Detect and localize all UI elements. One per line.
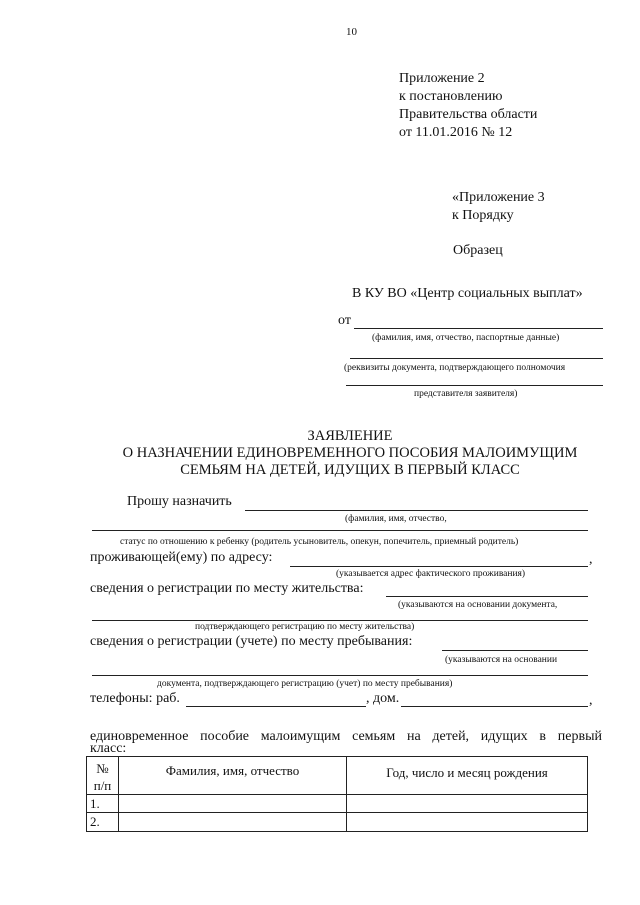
row-birth-cell[interactable] — [347, 813, 588, 832]
row-num: 1. — [87, 795, 119, 813]
row-num: 2. — [87, 813, 119, 832]
appendix3-line: к Порядку — [452, 208, 514, 223]
doc-authority-line[interactable] — [346, 385, 603, 386]
reg-stay-line[interactable] — [442, 650, 588, 651]
row-birth-cell[interactable] — [347, 795, 588, 813]
hint-stay-basis: (указываются на основании — [445, 655, 558, 665]
benefit-text-line1: единовременное пособие малоимущим семьям на детей, идущих в первый — [90, 729, 602, 744]
comma: , — [589, 552, 593, 567]
benefit-text-line2: класс: — [90, 741, 127, 756]
home-phone-line[interactable] — [401, 706, 588, 707]
appendix-header — [399, 70, 537, 142]
from-label: от — [338, 313, 351, 328]
reg-stay-label: сведения о регистрации (учете) по месту пребывания: — [90, 634, 413, 649]
hint-representative: представителя заявителя) — [414, 389, 518, 399]
applicant-name-line[interactable] — [245, 510, 588, 511]
phones-label: телефоны: раб. — [90, 691, 180, 706]
work-phone-line[interactable] — [186, 706, 366, 707]
appendix-line: к постановлению — [399, 89, 503, 104]
hint-stay-basis-2: документа, подтверждающего регистрацию (учет) по месту пребывания) — [157, 679, 453, 689]
hint-reg-basis: (указываются на основании документа, — [398, 600, 558, 610]
table-header-row — [87, 757, 588, 795]
sample-label: Образец — [453, 243, 503, 258]
statement-title: ЗАЯВЛЕНИЕ — [307, 428, 393, 444]
page-number: 10 — [346, 26, 357, 38]
reg-residence-line-2[interactable] — [92, 620, 588, 621]
comma: , — [589, 693, 593, 708]
appendix-line: Приложение 2 — [399, 71, 485, 86]
header-num-1: № — [96, 761, 109, 776]
hint-reg-basis-2: подтверждающего регистрацию по месту жительства) — [195, 622, 415, 632]
applicant-extra-line[interactable] — [92, 530, 588, 531]
children-table — [86, 756, 588, 832]
from-extra-line[interactable] — [350, 358, 603, 359]
appendix-line: от 11.01.2016 № 12 — [399, 125, 513, 140]
row-name-cell[interactable] — [119, 813, 347, 832]
statement-subtitle-2: СЕМЬЯМ НА ДЕТЕЙ, ИДУЩИХ В ПЕРВЫЙ КЛАСС — [180, 462, 520, 478]
header-name: Фамилия, имя, отчество — [119, 757, 347, 795]
appendix-line: Правительства области — [399, 107, 538, 122]
reg-residence-line[interactable] — [386, 596, 588, 597]
hint-actual-address: (указывается адрес фактического проживания) — [336, 569, 526, 579]
appendix3-line: «Приложение 3 — [452, 190, 545, 205]
table-row — [87, 813, 588, 832]
request-label: Прошу назначить — [127, 494, 232, 509]
appendix-3-header — [452, 189, 545, 225]
hint-from-name: (фамилия, имя, отчество, паспортные данные) — [372, 333, 560, 343]
home-phone-label: , дом. — [366, 691, 400, 706]
table-row — [87, 795, 588, 813]
reg-stay-line-2[interactable] — [92, 675, 588, 676]
hint-fio: (фамилия, имя, отчество, — [345, 514, 447, 524]
hint-doc-authority: (реквизиты документа, подтверждающего полномочия — [344, 363, 566, 373]
addressee: В КУ ВО «Центр социальных выплат» — [352, 286, 583, 301]
living-address-label: проживающей(ему) по адресу: — [90, 550, 273, 565]
reg-residence-label: сведения о регистрации по месту жительства: — [90, 581, 364, 596]
row-name-cell[interactable] — [119, 795, 347, 813]
header-num — [87, 757, 119, 795]
header-num-2: п/п — [93, 778, 112, 793]
from-name-line[interactable] — [354, 328, 603, 329]
statement-subtitle-1: О НАЗНАЧЕНИИ ЕДИНОВРЕМЕННОГО ПОСОБИЯ МАЛОИМУЩИМ — [122, 445, 578, 461]
header-birth: Год, число и месяц рождения — [347, 757, 588, 795]
hint-status: статус по отношению к ребенку (родитель усыновитель, опекун, попечитель, приемный родитель) — [120, 537, 519, 547]
living-address-line[interactable] — [290, 566, 588, 567]
